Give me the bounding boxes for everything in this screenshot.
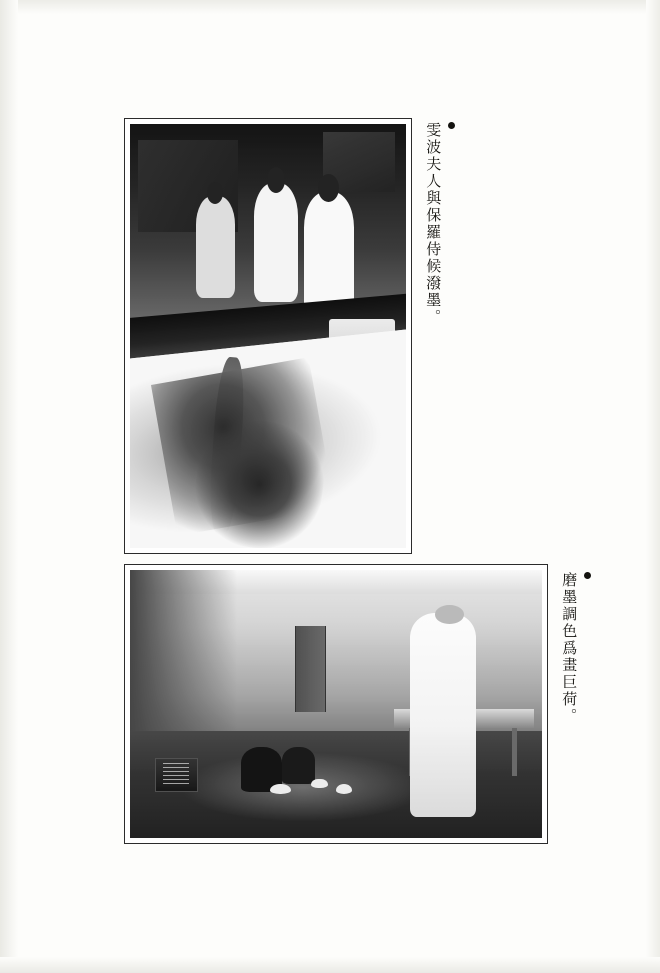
photo2-doorway bbox=[295, 626, 326, 712]
figure-1-photo bbox=[130, 124, 406, 548]
figure-1-caption-text: 雯波夫人與保羅侍候潑墨。 bbox=[424, 122, 443, 326]
photo1-person-left bbox=[196, 196, 235, 298]
scan-edge-right bbox=[646, 0, 660, 973]
photo1-person-left-head bbox=[207, 182, 223, 204]
figure-2-caption-text: 磨墨調色爲畫巨荷。 bbox=[560, 572, 579, 725]
photo2-standing-figure bbox=[410, 613, 476, 817]
photo2-ink-bowl-3 bbox=[336, 784, 352, 793]
photo2-table-leg-right bbox=[512, 728, 517, 776]
photo1-person-right-head bbox=[318, 174, 339, 202]
scan-edge-left bbox=[0, 0, 18, 973]
caption-bullet-icon bbox=[584, 572, 591, 579]
photo1-person-center-head bbox=[267, 167, 286, 193]
photo2-wall-shadow bbox=[130, 570, 237, 736]
photo2-standing-figure-head bbox=[435, 605, 464, 624]
scan-edge-bottom bbox=[0, 957, 660, 973]
photo2-ink-crate-label bbox=[163, 763, 189, 786]
figure-2-photo bbox=[130, 570, 542, 838]
figure-2-frame bbox=[124, 564, 548, 844]
figure-1-frame bbox=[124, 118, 412, 554]
photo2-crouching-assistant-right bbox=[282, 747, 315, 785]
photo1-person-center bbox=[254, 183, 298, 302]
scan-edge-top bbox=[0, 0, 660, 14]
photo2-ink-crate bbox=[155, 758, 198, 792]
figure-1-caption bbox=[424, 122, 461, 326]
caption-bullet-icon bbox=[448, 122, 455, 129]
photo2-ink-bowl-2 bbox=[311, 779, 327, 788]
figure-2-caption bbox=[560, 572, 597, 725]
photo2-ink-bowl-1 bbox=[270, 784, 291, 793]
photo1-ink-splash-secondary bbox=[188, 413, 331, 548]
